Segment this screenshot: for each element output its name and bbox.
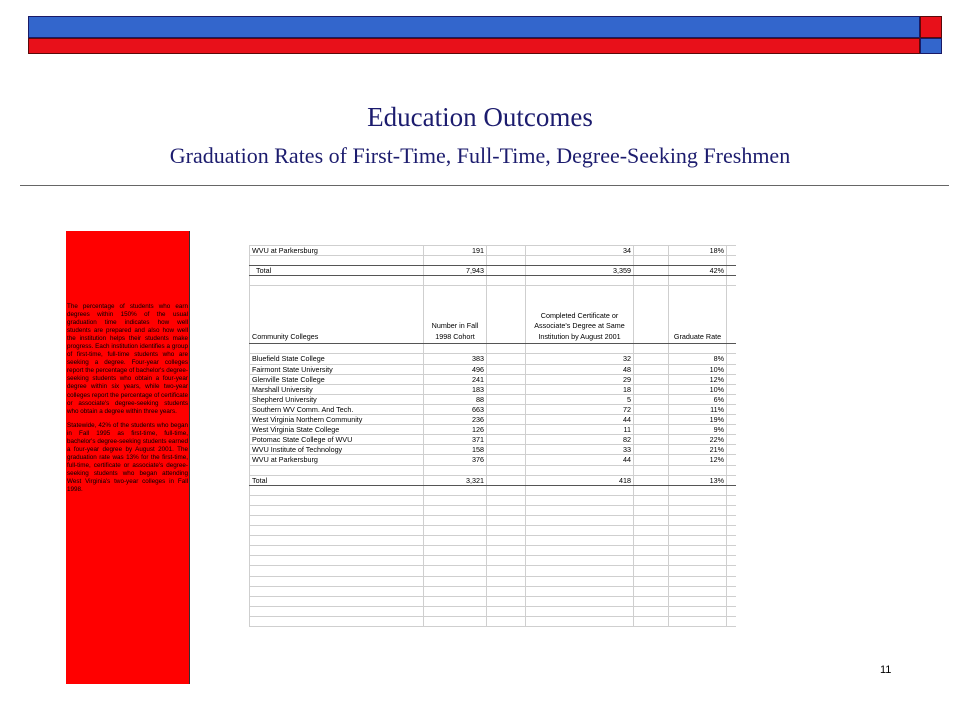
cell-rate: 9% [669, 425, 727, 435]
column-header-completed: Completed Certificate or Associate's Degree at Same Institution by August 2001 [526, 286, 634, 344]
cell-name: WVU at Parkersburg [250, 246, 424, 256]
cell-rate: 12% [669, 455, 727, 465]
cell-cohort: 236 [424, 415, 487, 425]
cell-name: Glenville State College [250, 374, 424, 384]
table-row-empty [250, 586, 737, 596]
cell-name: WVU Institute of Technology [250, 445, 424, 455]
table-row [250, 374, 737, 384]
cell-completed: 48 [526, 364, 634, 374]
sidebar-panel [66, 231, 190, 684]
cell-completed: 29 [526, 374, 634, 384]
cell-name: Southern WV Comm. And Tech. [250, 404, 424, 414]
sidebar-paragraph-2: Statewide, 42% of the students who began in Fall 1995 as first-time, full-time, bachelor's degree-seeking students earned a four-year degree by August 2001. The graduation rate was 13% for the first-time, full-time, certificate or associate's degree-seeking students who began attending West Virginia's two-year colleges in Fall 1998. [67, 421, 188, 494]
table-row [250, 425, 737, 435]
header-blue-bar [28, 16, 920, 38]
header-red-square [920, 16, 942, 38]
header-blue-square [920, 38, 942, 54]
cell-rate: 10% [669, 384, 727, 394]
column-header-section: Community Colleges [250, 286, 424, 344]
cell-name: Marshall University [250, 384, 424, 394]
slide-subtitle: Graduation Rates of First-Time, Full-Time, Degree-Seeking Freshmen [169, 143, 791, 168]
cell-cohort: 663 [424, 404, 487, 414]
table-row-empty [250, 536, 737, 546]
cell-completed: 32 [526, 354, 634, 364]
table-header-row [250, 286, 737, 344]
table-row-empty [250, 596, 737, 606]
cell-cohort: 183 [424, 384, 487, 394]
cell-name: Shepherd University [250, 394, 424, 404]
table-row-total [250, 475, 737, 485]
cell-cohort: 158 [424, 445, 487, 455]
column-header-rate: Graduate Rate [669, 286, 727, 344]
cell-cohort: 371 [424, 435, 487, 445]
slide-title: Education Outcomes [367, 102, 593, 132]
cell-name: WVU at Parkersburg [250, 455, 424, 465]
table-row [250, 354, 737, 364]
header-red-bar [28, 38, 920, 54]
table-row [250, 404, 737, 414]
cell-cohort: 241 [424, 374, 487, 384]
cell-name: Total [250, 475, 424, 485]
table-row-empty [250, 606, 737, 616]
sidebar-paragraph-1: The percentage of students who earn degrees within 150% of the usual graduation time indicates how well students are prepared and also how well the institution helps their students make progress. Each institution identifies a group of first-time, full-time students who are seeking a degree. Four-year colleges report the percentage of bachelor's degree-seeking students who obtain a four-year degree within six years, while two-year colleges report the percentage of certificate or associate's degree-seeking students who obtain a degree within three years. [67, 303, 188, 415]
cell-cohort: 496 [424, 364, 487, 374]
cell-name: Fairmont State University [250, 364, 424, 374]
cell-rate: 8% [669, 354, 727, 364]
table-row [250, 465, 737, 475]
table-row [250, 364, 737, 374]
cell-rate: 22% [669, 435, 727, 445]
cell-cohort: 376 [424, 455, 487, 465]
cell-name: West Virginia Northern Community [250, 415, 424, 425]
cell-rate: 19% [669, 415, 727, 425]
table-row-empty [250, 546, 737, 556]
table-row-empty [250, 556, 737, 566]
cell-cohort: 3,321 [424, 475, 487, 485]
cell-name: Bluefield State College [250, 354, 424, 364]
sidebar-text [67, 303, 188, 500]
cell-completed: 44 [526, 455, 634, 465]
table-row-empty [250, 495, 737, 505]
cell-name: West Virginia State College [250, 425, 424, 435]
cell-rate: 10% [669, 364, 727, 374]
cell-cohort: 383 [424, 354, 487, 364]
cell-completed: 33 [526, 445, 634, 455]
cell-rate: 6% [669, 394, 727, 404]
cell-name: Total [250, 266, 424, 276]
table-row-empty [250, 515, 737, 525]
table-row [250, 455, 737, 465]
cell-completed: 34 [526, 246, 634, 256]
graduation-table [249, 245, 736, 684]
table-row [250, 344, 737, 354]
table-row [250, 246, 737, 256]
cell-rate: 18% [669, 246, 727, 256]
title-divider [20, 185, 949, 186]
table-row [250, 394, 737, 404]
cell-cohort: 126 [424, 425, 487, 435]
table-row-empty [250, 576, 737, 586]
table-row [250, 384, 737, 394]
table-row-empty [250, 505, 737, 515]
cell-rate: 13% [669, 475, 727, 485]
cell-completed: 18 [526, 384, 634, 394]
page-number: 11 [880, 664, 892, 676]
cell-completed: 418 [526, 475, 634, 485]
table-row [250, 415, 737, 425]
cell-name: Potomac State College of WVU [250, 435, 424, 445]
cell-completed: 5 [526, 394, 634, 404]
cell-cohort: 7,943 [424, 266, 487, 276]
cell-completed: 44 [526, 415, 634, 425]
table-row-total [250, 266, 737, 276]
cell-rate: 42% [669, 266, 727, 276]
cell-rate: 11% [669, 404, 727, 414]
table-row [250, 445, 737, 455]
table-row [250, 276, 737, 286]
cell-completed: 82 [526, 435, 634, 445]
cell-completed: 11 [526, 425, 634, 435]
table-row [250, 256, 737, 266]
table-row-empty [250, 526, 737, 536]
cell-cohort: 191 [424, 246, 487, 256]
table-row-empty [250, 616, 737, 626]
column-header-cohort: Number in Fall 1998 Cohort [424, 286, 487, 344]
table-row [250, 435, 737, 445]
table-row-empty [250, 485, 737, 495]
table-row-empty [250, 566, 737, 576]
cell-cohort: 88 [424, 394, 487, 404]
cell-rate: 12% [669, 374, 727, 384]
cell-completed: 72 [526, 404, 634, 414]
cell-rate: 21% [669, 445, 727, 455]
cell-completed: 3,359 [526, 266, 634, 276]
